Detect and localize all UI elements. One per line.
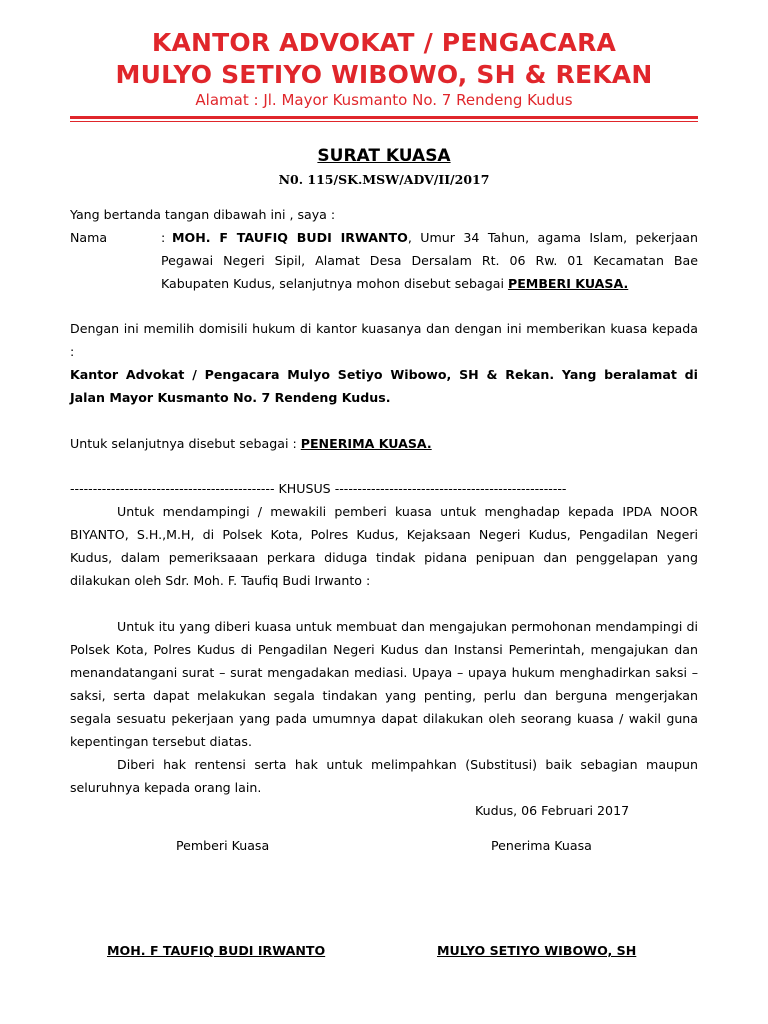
grantor-line-3 [161,276,628,292]
signature-name-recipient: MULYO SETIYO WIBOWO, SH [437,943,637,958]
grantor-details-1: , Umur 34 Tahun, agama Islam, pekerjaan [407,230,698,245]
grantor-line-1 [172,230,698,246]
domicile-line-1: Dengan ini memilih domisili hukum di kantor kuasanya dan dengan ini memberikan kuasa kepada [70,321,698,336]
letterhead-firm-name: MULYO SETIYO WIBOWO, SH & REKAN [115,60,653,89]
grantor-name: MOH. F TAUFIQ BUDI IRWANTO [172,230,408,245]
domicile-line-2: : [70,344,75,359]
letterhead-address: Alamat : Jl. Mayor Kusmanto No. 7 Rendeng Kudus [195,91,573,109]
letterhead-divider-thin [70,121,698,122]
document-title: SURAT KUASA [317,146,451,166]
place-date: Kudus, 06 Februari 2017 [475,803,630,818]
para2-line-3: menandatangani surat – surat mengadakan mediasi. Upaya – upaya hukum menghadirkan saksi – [70,665,698,680]
grantor-role: PEMBERI KUASA. [507,276,629,291]
recipient-prefix: Untuk selanjutnya disebut sebagai : [70,436,297,451]
grantor-colon: : [161,230,166,245]
letterhead-firm-type: KANTOR ADVOKAT / PENGACARA [151,28,617,57]
para2-line-2: Polsek Kota, Polres Kudus di Pengadilan Negeri Kudus dan Instansi Pemerintah, mengajukan dan [70,642,698,657]
para2-line-1: Untuk itu yang diberi kuasa untuk membuat dan mengajukan permohonan mendampingi di [117,619,698,634]
grantor-line-2: Pegawai Negeri Sipil, Alamat Desa Dersalam Rt. 06 Rw. 01 Kecamatan Bae [161,253,698,268]
special-dashes-right: --------------------------------------------------- [334,481,567,496]
special-divider [70,481,566,497]
para3-line-2: seluruhnya kepada orang lain. [70,780,262,795]
para3-line-1: Diberi hak rentensi serta hak untuk melimpahkan (Substitusi) baik sebagian maupun [117,757,698,772]
para1-line-2: BIYANTO, S.H.,M.H, di Polsek Kota, Polres Kudus, Kejaksaan Negeri Kudus, Pengadilan Negeri [70,527,698,542]
recipient-role: PENERIMA KUASA. [300,436,432,451]
grantor-details-3: Kabupaten Kudus, selanjutnya mohon disebut sebagai [161,276,504,291]
intro-text: Yang bertanda tangan dibawah ini , saya : [70,207,336,222]
signature-label-recipient: Penerima Kuasa [491,838,592,853]
para2-line-5: segala sesuatu pekerjaan yang pada umumnya dapat dilakukan oleh seorang kuasa / wakil guna [70,711,698,726]
signature-name-grantor: MOH. F TAUFIQ BUDI IRWANTO [107,943,326,958]
document-number: N0. 115/SK.MSW/ADV/II/2017 [278,172,490,187]
para1-line-4: dilakukan oleh Sdr. Moh. F. Taufiq Budi Irwanto : [70,573,371,588]
signature-label-grantor: Pemberi Kuasa [176,838,270,853]
grantor-name-label: Nama [70,230,108,245]
recipient-line [70,436,432,452]
para1-line-3: Kudus, dalam pemeriksaaan perkara diduga tindak pidana penipuan dan penggelapan yang [70,550,698,565]
para2-line-6: kepentingan tersebut diatas. [70,734,252,749]
para2-line-4: saksi, serta dapat melakukan segala tindakan yang penting, perlu dan berguna mengerjakan [70,688,698,703]
special-dashes-left: --------------------------------------------- [70,481,275,496]
para1-line-1: Untuk mendampingi / mewakili pemberi kuasa untuk menghadap kepada IPDA NOOR [117,504,698,519]
firm-line-2: Jalan Mayor Kusmanto No. 7 Rendeng Kudus. [70,390,391,405]
letterhead-divider-thick [70,116,698,119]
firm-line-1: Kantor Advokat / Pengacara Mulyo Setiyo Wibowo, SH & Rekan. Yang beralamat di [70,367,698,382]
special-label: KHUSUS [278,481,331,496]
